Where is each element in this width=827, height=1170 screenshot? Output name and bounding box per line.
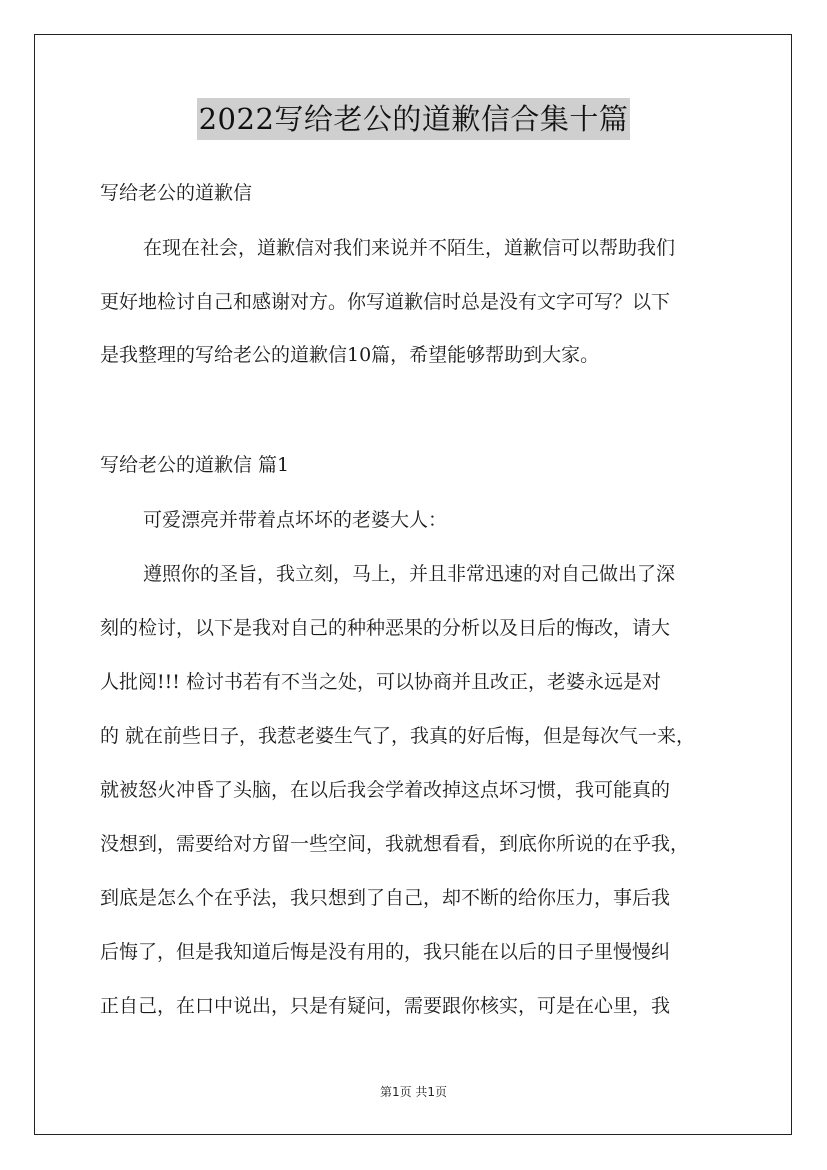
section-heading: 写给老公的道歉信 [100,182,253,204]
page-number-footer: 第1页 共1页 [379,1085,448,1099]
body-line-8: 后悔了，但是我知道后悔是没有用的，我只能在以后的日子里慢慢纠 [100,941,671,963]
body-line-7: 到底是怎么个在乎法，我只想到了自己，却不断的给你压力，事后我 [100,887,671,909]
body-line-9: 正自己，在口中说出，只是有疑问，需要跟你核实，可是在心里，我 [100,995,671,1017]
intro-line-3: 是我整理的写给老公的道歉信10篇，希望能够帮助到大家。 [100,344,600,366]
body-line-6: 没想到，需要给对方留一些空间，我就想看看，到底你所说的在乎我， [100,833,690,855]
intro-line-1: 在现在社会，道歉信对我们来说并不陌生，道歉信可以帮助我们 [143,237,676,259]
body-line-4: 的 就在前些日子，我惹老婆生气了，我真的好后悔，但是每次气一来， [100,725,696,747]
body-line-3: 人批阅!!! 检讨书若有不当之处，可以协商并且改正，老婆永远是对 [100,671,661,693]
body-line-1: 遵照你的圣旨，我立刻，马上，并且非常迅速的对自己做出了深 [143,563,676,585]
title-container [0,98,827,140]
document-title: 2022写给老公的道歉信合集十篇 [197,98,631,140]
body-line-2: 刻的检讨，以下是我对自己的种种恶果的分析以及日后的悔改，请大 [100,617,671,639]
letter-heading: 写给老公的道歉信 篇1 [100,454,290,476]
salutation: 可爱漂亮并带着点坏坏的老婆大人： [143,509,448,531]
body-line-5: 就被怒火冲昏了头脑，在以后我会学着改掉这点坏习惯，我可能真的 [100,779,671,801]
intro-line-2: 更好地检讨自己和感谢对方。你写道歉信时总是没有文字可写？以下 [100,291,671,313]
